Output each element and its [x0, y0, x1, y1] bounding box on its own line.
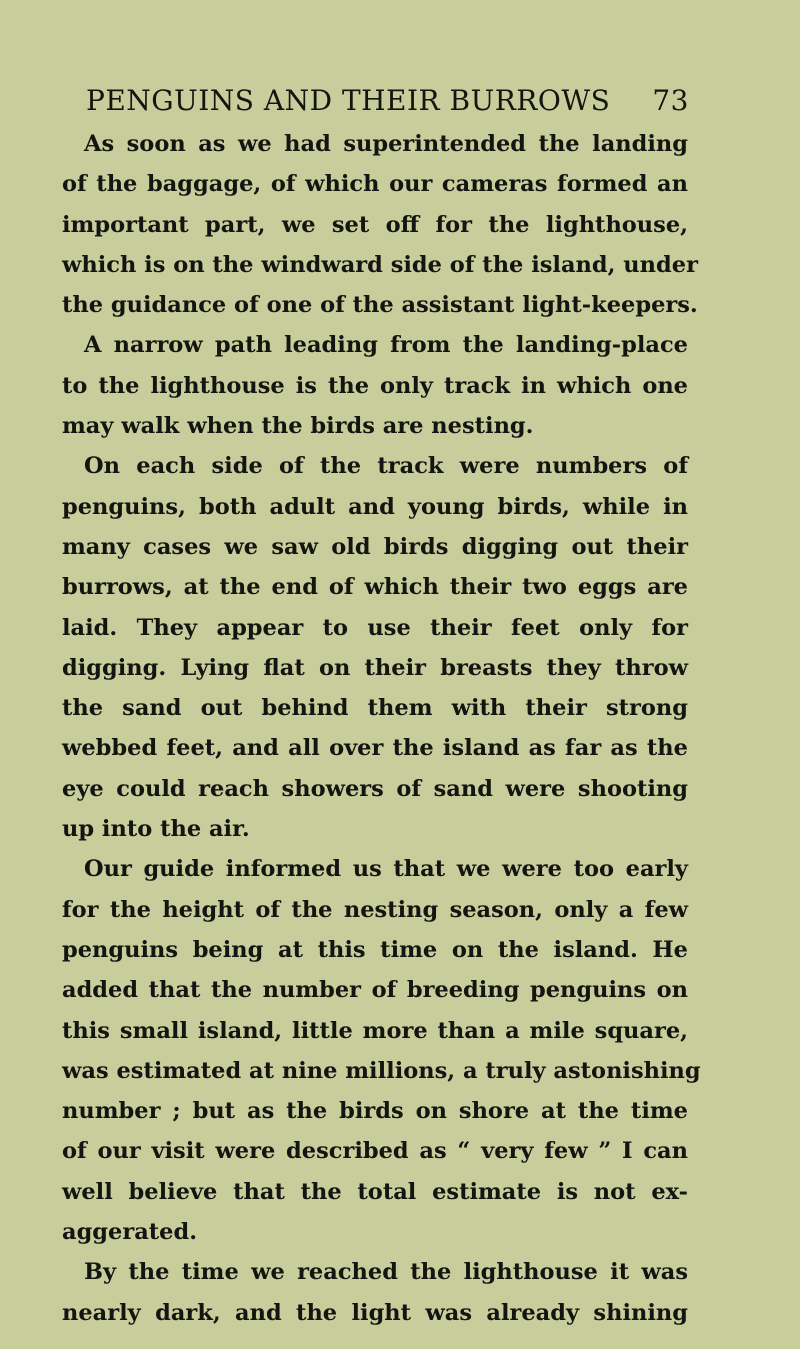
text-line: up into the air.: [62, 816, 250, 843]
text-line: As soon as we had superintended the landing: [84, 131, 688, 157]
text-line: burrows, at the end of which their two eggs are: [62, 574, 688, 601]
running-head: [86, 84, 689, 124]
text-line: nearly dark, and the light was already shining: [62, 1299, 688, 1326]
text-line: which is on the windward side of the island, under: [62, 251, 698, 278]
text-line: eye could reach showers of sand were shooting: [62, 775, 688, 802]
text-line: many cases we saw old birds digging out their: [62, 533, 688, 560]
text-line: the sand out behind them with their strong: [62, 695, 688, 722]
text-line: By the time we reached the lighthouse it was: [84, 1259, 688, 1286]
text-line: aggerated.: [62, 1219, 198, 1246]
text-line: laid. They appear to use their feet only for: [62, 614, 688, 641]
text-line: was estimated at nine millions, a truly astonishing: [62, 1057, 701, 1084]
text-line: of our visit were described as “ very few ” I can: [62, 1138, 688, 1165]
text-line: this small island, little more than a mile square,: [62, 1017, 688, 1044]
text-line: On each side of the track were numbers of: [84, 453, 688, 480]
text-line: the guidance of one of the assistant light-keepers.: [62, 292, 698, 319]
text-line: webbed feet, and all over the island as far as the: [62, 735, 688, 762]
text-line: well believe that the total estimate is not ex-: [62, 1178, 688, 1205]
running-head-title: PENGUINS AND THEIR BURROWS: [86, 84, 611, 117]
text-line: added that the number of breeding penguins on: [62, 977, 688, 1004]
text-line: of the baggage, of which our cameras formed an: [62, 171, 688, 198]
text-line: important part, we set off for the lighthouse,: [62, 211, 688, 238]
page-number: 73: [652, 84, 689, 117]
text-line: digging. Lying flat on their breasts they throw: [62, 654, 688, 681]
text-line: A narrow path leading from the landing-place: [84, 332, 688, 359]
text-line: may walk when the birds are nesting.: [62, 413, 534, 440]
text-line: number ; but as the birds on shore at the time: [62, 1098, 688, 1125]
text-line: to the lighthouse is the only track in which one: [62, 372, 688, 399]
text-line: Our guide informed us that we were too early: [84, 856, 688, 883]
text-line: penguins, both adult and young birds, while in: [62, 493, 688, 520]
body-text: [62, 124, 701, 1333]
text-line: penguins being at this time on the island. He: [62, 936, 688, 963]
text-line: for the height of the nesting season, only a few: [62, 896, 688, 923]
